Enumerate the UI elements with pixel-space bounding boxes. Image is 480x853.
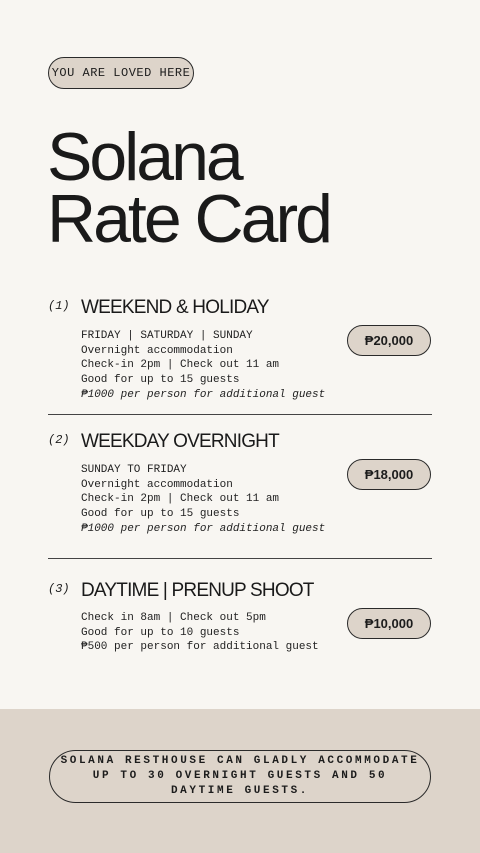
capacity-line: Good for up to 15 guests bbox=[81, 508, 240, 521]
footer-panel bbox=[0, 709, 480, 853]
section-number: (1) bbox=[48, 299, 70, 313]
rate-details bbox=[81, 463, 325, 537]
section-divider bbox=[48, 414, 432, 415]
capacity-notice: SOLANA RESTHOUSE CAN GLADLY ACCOMMODATE UP TO 30 OVERNIGHT GUESTS AND 50 DAYTIME GUESTS. bbox=[49, 750, 431, 803]
rate-details bbox=[81, 329, 325, 403]
tagline-badge: YOU ARE LOVED HERE bbox=[48, 57, 194, 89]
title-line-1: Solana bbox=[47, 119, 241, 195]
section-heading: DAYTIME | PRENUP SHOOT bbox=[81, 580, 314, 601]
extra-guest-line: ₱1000 per person for additional guest bbox=[81, 522, 326, 535]
days-line: FRIDAY | SATURDAY | SUNDAY bbox=[81, 330, 253, 342]
times-line: Check-in 2pm | Check out 11 am bbox=[81, 359, 280, 372]
times-line: Check in 8am | Check out 5pm bbox=[81, 612, 266, 624]
capacity-line: Good for up to 15 guests bbox=[81, 374, 240, 387]
page-title bbox=[47, 119, 330, 257]
section-number: (3) bbox=[48, 582, 70, 596]
rate-details bbox=[81, 611, 319, 655]
stay-line: Overnight accommodation bbox=[81, 478, 233, 491]
title-line-2: Rate Card bbox=[47, 181, 330, 257]
section-number: (2) bbox=[48, 433, 70, 447]
price-badge: ₱18,000 bbox=[347, 459, 431, 490]
days-line: SUNDAY TO FRIDAY bbox=[81, 464, 187, 476]
extra-guest-line: ₱500 per person for additional guest bbox=[81, 641, 319, 654]
price-badge: ₱10,000 bbox=[347, 608, 431, 639]
section-divider bbox=[48, 558, 432, 559]
extra-guest-line: ₱1000 per person for additional guest bbox=[81, 388, 326, 401]
section-heading: WEEKEND & HOLIDAY bbox=[81, 297, 269, 318]
section-heading: WEEKDAY OVERNIGHT bbox=[81, 431, 279, 452]
stay-line: Overnight accommodation bbox=[81, 344, 233, 357]
capacity-line: Good for up to 10 guests bbox=[81, 626, 240, 639]
price-badge: ₱20,000 bbox=[347, 325, 431, 356]
times-line: Check-in 2pm | Check out 11 am bbox=[81, 493, 280, 506]
